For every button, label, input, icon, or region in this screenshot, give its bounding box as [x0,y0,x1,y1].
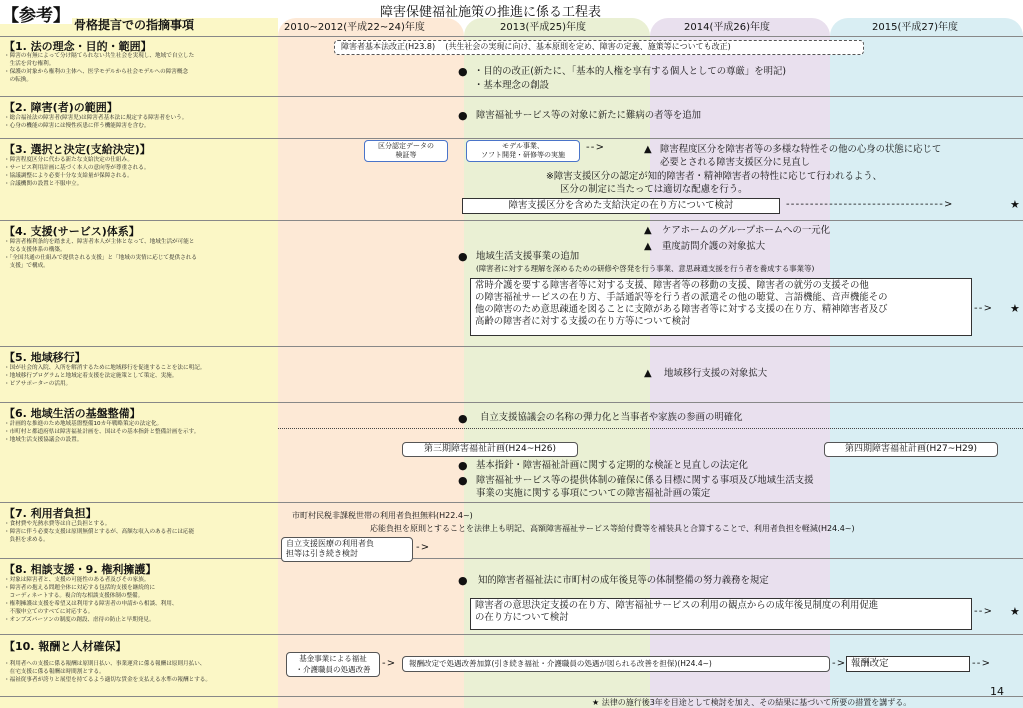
year-header-2015: 2015(平成27)年度 [872,22,958,33]
s3-model-project-box: モデル事業、 ソフト開発・研修等の実施 [466,140,580,162]
section-notes-4: ・障害者権利条約を踏まえ、障害者本人が主体となって、地域生活が可能と なる支援体系の構築。 ・「全国共通の仕組みで提供される支援」と「地域の実情に応じて提供される 支援」で構成。 [4,239,197,269]
section-notes-8-9: ・対象は障害者と、支援の可能性のある者及びその家族。 ・障害者の抱える問題全体に対応する包括的支援を継続的に コーディネートする。複合的な相談支援体制の整備。 ・権利擁護は支援を希望又は利用する障害者の申請から相談、利用、 不服申立てのすべてに対応する。 ・オンブズパーソンの制度の創設、虐待の防止と早期発見。 [4,577,178,623]
divider [0,502,1023,503]
section-title-2: 【2. 障害(者)の範囲】 [4,101,118,114]
column-label-issues: 骨格提言での指摘事項 [74,18,195,32]
triangle-marker-icon: ▲ [644,368,652,379]
year-header-2014: 2014(平成26)年度 [684,22,770,33]
s10-fund-project-box: 基金事業による福祉 ・介護職員の処遇改善 [286,652,380,677]
divider [0,220,1023,221]
s3-note-2: 区分の制定に当たっては適切な配慮を行う。 [560,184,748,195]
divider [0,96,1023,97]
arrow-right-icon: - - > [586,142,603,153]
s4-item-community-support-note: (障害者に対する理解を深めるための研修や啓発を行う事業、意思疎通支援を行う者を養成する事業等) [476,264,815,273]
section-title-10: 【10. 報酬と人材確保】 [4,640,127,653]
s2-item-intractable-disease: 障害福祉サービス等の対象に新たに難病の者等を追加 [476,110,702,121]
star-marker-icon: ★ [1010,198,1020,211]
s6-fourth-plan-box: 第四期障害福祉計画(H27~H29) [824,442,998,457]
divider [0,346,1023,347]
triangle-marker-icon: ▲ [644,225,652,236]
s4-item-community-support: 地域生活支援事業の追加 [476,251,580,262]
section-notes-1: ・障害の有無によって分け隔てられない共生社会を実現し、地域で自立した 生活を営む権利。 ・保護の対象から権利の主体へ、医学モデルから社会モデルへの障害概念 の転換。 [4,53,195,83]
s6-item-review: 基本指針・障害福祉計画に関する定期的な検証と見直しの法定化 [476,460,748,471]
s3-note-1: ※障害支援区分の認定が知的障害者・精神障害者の特性に応じて行われるよう、 [546,171,882,182]
s6-item-targets-1: 障害福祉サービス等の提供体制の確保に係る目標に関する事項及び地域生活支援 [476,475,814,486]
section-title-4: 【4. 支援(サービス)体系】 [4,225,140,238]
arrow-right-icon: - - - - - - - - - - - - - - - - - - - - - - - - - - - - - - - - - > [786,199,952,210]
s6-third-plan-box: 第三期障害福祉計画(H24~H26) [402,442,578,457]
bullet-dot-icon: ● [458,459,468,472]
divider [0,634,1023,635]
section-notes-3: ・障害程度区分に代わる新たな支給決定の仕組み。 ・サービス利用計画に基づく本人の意向等が尊重される。 ・協議調整により必要十分な支給量が保障される。 ・合議機関の設置と不服申立。 [4,157,150,187]
bullet-dot-icon: ● [458,412,468,425]
arrow-right-icon: - > [416,542,429,553]
bullet-dot-icon: ● [458,474,468,487]
year-header-2010-2012: 2010~2012(平成22~24)年度 [284,22,425,33]
arrow-right-icon: - > [382,658,395,669]
s6-item-targets-2: 事業の実施に関する事項についての障害福祉計画の策定 [476,488,711,499]
bullet-dot-icon: ● [458,109,468,122]
arrow-right-icon: - - > [972,658,989,669]
divider [0,558,1023,559]
s4-item-care-home: ケアホームのグループホームへの一元化 [662,225,831,236]
section-title-6: 【6. 地域生活の基盤整備】 [4,407,141,420]
section-notes-6: ・計画的な推進のため地域基盤整備10カ年戦略策定の法定化。 ・市町村と都道府県は障害福祉計画を、国はその基本指針と整備計画を示す。 ・地域生活支援協議会の設置。 [4,421,200,443]
section-notes-2: ・総合福祉法の障害者(障害児)は障害者基本法に規定する障害者をいう。 ・心身の機能の障害には慢性疾患に伴う機能障害を含む。 [4,115,188,129]
column-bg-2010-2012 [278,18,464,708]
s4-review-box: 常時介護を要する障害者等に対する支援、障害者等の移動の支援、障害者の就労の支援その他 の障害福祉サービスの在り方、手話通訳等を行う者の派遣その他の聴覚、言語機能、音声機能その 他の障害のため意思疎通を図ることに支障がある障害者等に対する支援の在り方、精神障害者及び 高齢の障害者に対する支援の在り方等について検討 [470,278,972,336]
star-marker-icon: ★ [1010,302,1020,315]
s8-review-box: 障害者の意思決定支援の在り方、障害福祉サービスの利用の観点からの成年後見制度の利用促進 の在り方について検討 [470,598,972,630]
section-notes-5: ・国が社会的入院、入所を解消するために地域移行を促進することを法に明記。 ・地域移行プログラムと地域定着支援を法定施策として策定、実施。 ・ピアサポーターの活用。 [4,365,206,387]
s10-reward-revision-box: 報酬改定で処遇改善加算(引き続き福祉・介護職員の処遇が図られる改善を担保)(H24.4~) [402,656,830,672]
s4-item-home-care: 重度訪問介護の対象拡大 [662,241,766,252]
arrow-right-icon: - - > [974,303,991,314]
section-title-7: 【7. 利用者負担】 [4,507,97,520]
year-header-2013: 2013(平成25)年度 [500,22,586,33]
triangle-marker-icon: ▲ [644,241,652,252]
divider [0,36,1023,37]
s3-item-classification-2: 必要とされる障害支援区分に見直し [660,157,811,168]
s8-item-guardianship: 知的障害者福祉法に市町村の成年後見等の体制整備の努力義務を規定 [478,575,769,586]
s7-medical-burden-box: 自立支援医療の利用者負 担等は引き続き検討 [281,537,413,562]
bullet-dot-icon: ● [458,65,468,78]
s1-item-purpose: ・目的の改正(新たに、「基本的人権を享有する個人としての尊厳」を明記) [474,66,786,77]
section-title-8-9: 【8. 相談支援・9. 権利擁護】 [4,563,157,576]
divider [0,402,1023,403]
page-number: 14 [990,685,1004,698]
section-title-3: 【3. 選択と決定(支給決定)】 [4,143,151,156]
s10-reward-box: 報酬改定 [846,656,970,672]
s3-review-box: 障害支援区分を含めた支給決定の在り方について検討 [462,198,780,214]
arrow-right-icon: - > [832,658,845,669]
footer-note: ★ 法律の施行後3年を目途として検討を加え、その結果に基づいて所要の措置を講ずる。 [592,698,912,707]
star-marker-icon: ★ [1010,605,1020,618]
triangle-marker-icon: ▲ [644,144,652,155]
basic-law-revision-box: 障害者基本法改正(H23.8) (共生社会の実現に向け、基本原則を定め、障害の定義、施策等についても改正) [334,40,864,55]
page-title: 障害保健福祉施策の推進に係る工程表 [380,5,602,20]
s5-item-transition: 地域移行支援の対象拡大 [664,368,768,379]
s1-item-principle: ・基本理念の創設 [474,80,550,91]
s6-item-council: 自立支援協議会の名称の弾力化と当事者や家族の参画の明確化 [480,412,743,423]
section-title-1: 【1. 法の理念・目的・範囲】 [4,40,152,53]
reference-tag: 【参考】 [2,6,70,26]
s7-line-ability-based: 応能負担を原則とすることを法律上も明記、高額障害福祉サービス等給付費等を補装具と合算することで、利用者負担を軽減(H24.4~) [370,524,855,533]
arrow-right-icon: - - > [974,606,991,617]
section-title-5: 【5. 地域移行】 [4,351,86,364]
s3-data-verification-box: 区分認定データの 検証等 [364,140,448,162]
section-notes-10: ・利用者への支援に係る報酬は原則日払い、事業運営に係る報酬は原則月払い、 在宅支援に係る報酬は時間割とする。 ・福祉従事者が誇りと展望を持てるよう適切な賃金を支払える水準の報酬とする。 [4,661,211,683]
bullet-dot-icon: ● [458,250,468,263]
bullet-dot-icon: ● [458,574,468,587]
section-notes-7: ・食材費や光熱水費等は自己負担とする。 ・障害に伴う必要な支援は原則無償とするが、高額な収入のある者には応能 負担を求める。 [4,521,195,543]
dotted-divider [278,428,1023,429]
divider [0,138,1023,139]
s7-line-free: 市町村民税非課税世帯の利用者負担無料(H22.4~) [292,511,473,520]
s3-item-classification: 障害程度区分を障害者等の多様な特性その他の心身の状態に応じて [660,144,942,155]
